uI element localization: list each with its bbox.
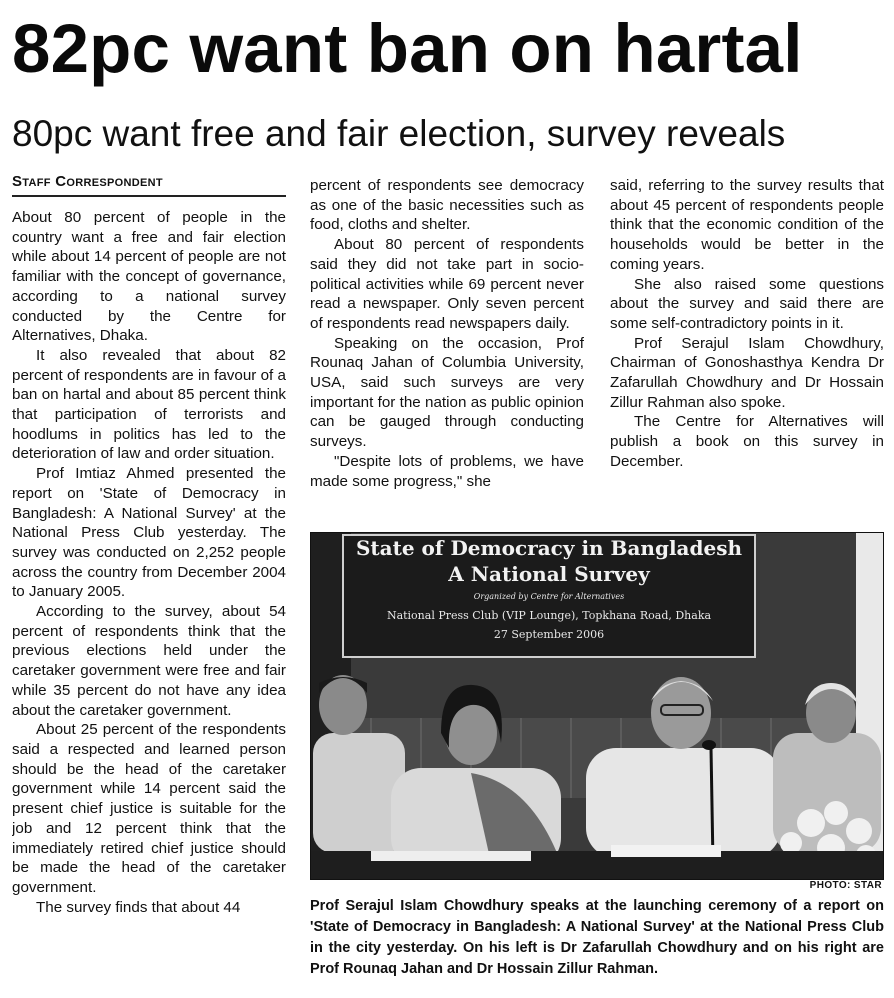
photo-caption: Prof Serajul Islam Chowdhury speaks at the launching ceremony of a report on 'State of Democracy in Bangladesh: A National Survey' at the National Press Club in the city yesterday. On his left is Dr Zafarullah Chowdhury and on his right are Prof Rounaq Jahan and Dr Hossain Zillur Rahman. [310,898,884,977]
photo-illustration [311,533,883,879]
paragraph: percent of respondents see democracy as one of the basic necessities such as food, cloths and shelter. [310,177,584,234]
subheadline: 80pc want free and fair election, survey reveals [12,113,786,154]
article-column-3 [610,176,884,506]
paragraph: Prof Imtiaz Ahmed presented the report on 'State of Democracy in Bangladesh: A National Survey' at the National Press Club yesterday. The survey was conducted on 2,252 people across the country from December 2004 to January 2005. [12,465,286,601]
article-column-2 [310,176,584,516]
press-conference-photo [310,532,884,880]
paragraph: About 25 percent of the respondents said a respected and learned person should be the head of the caretaker government while 14 percent said the present chief justice is suitable for the job and 12 percent think that the immediately retired chief justice should be made the head of the caretaker government. [12,721,286,896]
paragraph: said, referring to the survey results that about 45 percent of respondents people think that the economic condition of the households would be better in the coming years. [610,177,884,273]
paragraph: According to the survey, about 54 percent of respondents think that the previous elections held under the caretaker government were free and fair while 35 percent do not have any idea about the caretaker government. [12,603,286,719]
paragraph: The survey finds that about 44 [36,898,241,916]
banner-organizer: Organized by Centre for Alternatives [473,592,625,601]
paragraph: It also revealed that about 82 percent of respondents are in favour of a ban on hartal and about 85 percent think that participation of terrorists and hoodlums in politics has led to the deterioration of law and order situation. [12,346,286,463]
headline: 82pc want ban on hartal [12,10,803,87]
banner-date: 27 September 2006 [493,628,605,641]
paragraph: The Centre for Alternatives will publish a book on this survey in December. [610,413,884,470]
banner-venue: National Press Club (VIP Lounge), Topkhana Road, Dhaka [386,609,712,622]
paragraph: "Despite lots of problems, we have made some progress," she [310,452,584,490]
article-column-1 [12,208,286,994]
paragraph: Speaking on the occasion, Prof Rounaq Jahan of Columbia University, USA, said such surveys are very important for the nation as public opinion can be gauged through conducting surveys. [310,334,584,451]
byline: Staff Correspondent [12,172,286,197]
banner-subtitle: A National Survey [448,562,650,586]
paragraph: About 80 percent of respondents said they did not take part in socio-political activities while 69 percent never read a newspaper. Only seven percent of respondents read newspapers daily. [310,236,584,332]
paragraph: She also raised some questions about the survey and said there are some self-contradictory points in it. [610,275,884,332]
paragraph: Prof Serajul Islam Chowdhury, Chairman of Gonoshasthya Kendra Dr Zafarullah Chowdhury and Dr Hossain Zillur Rahman also spoke. [610,334,884,411]
banner-title: State of Democracy in Bangladesh [355,536,743,560]
paragraph: About 80 percent of people in the country want a free and fair election while about 14 percent of people are not familiar with the concept of governance, according to a national survey conducted by the Centre for Alternatives, Dhaka. [12,209,286,345]
photo-credit: PHOTO: STAR [809,880,882,891]
